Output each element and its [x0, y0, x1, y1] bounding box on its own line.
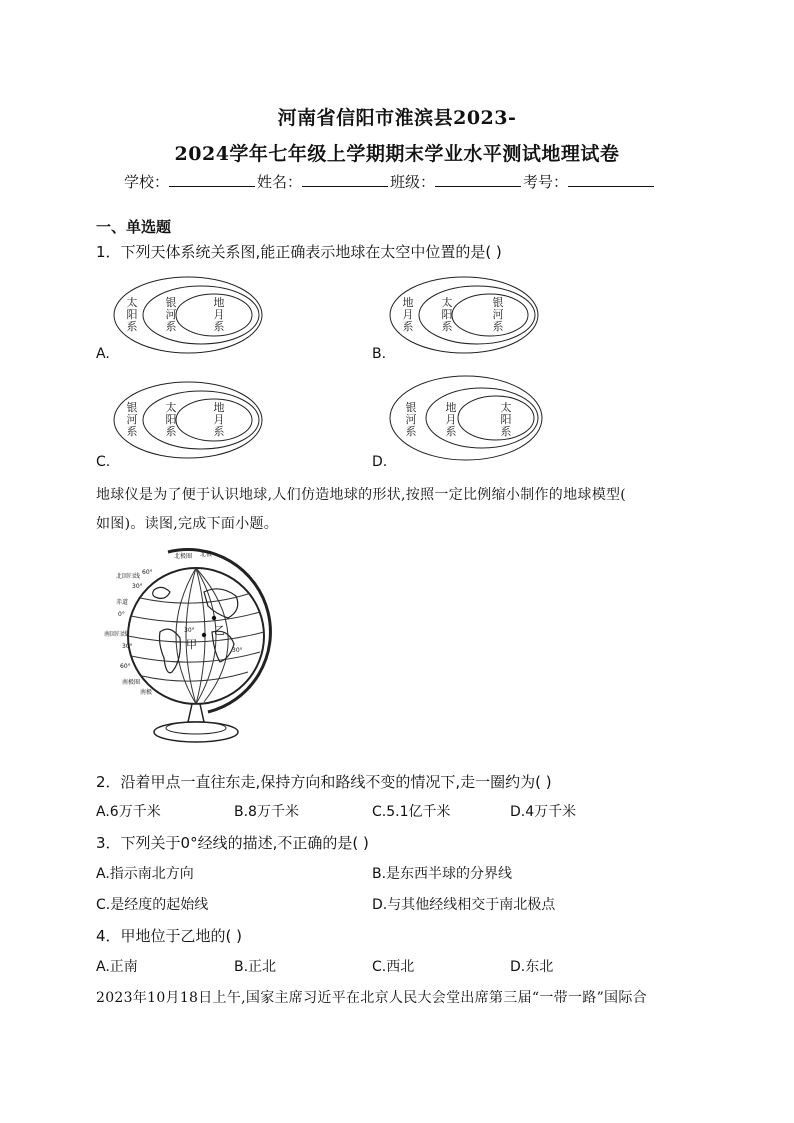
label-lat-30n: 30° — [132, 583, 143, 590]
page-title-line2: 2024学年七年级上学期期末学业水平测试地理试卷 — [174, 143, 620, 165]
question-3-option-a: A.指示南北方向 — [96, 866, 194, 882]
option-d-ring-label-3: 太 阳 系 — [500, 401, 512, 438]
globe-stand-base — [154, 722, 238, 742]
option-a-ring-label-3: 地 月 系 — [213, 296, 225, 333]
passage-1-line-2: 如图)。读图,完成下面小题。 — [96, 516, 279, 532]
question-3-option-b: B.是东西半球的分界线 — [372, 866, 513, 882]
globe-sphere — [128, 568, 264, 704]
label-tropic-capricorn: 南回归线 — [104, 631, 129, 638]
option-c-ring-label-1: 银 河 系 — [126, 401, 138, 438]
option-c-letter: C. — [96, 454, 111, 470]
label-north-pole: 北极 — [200, 551, 213, 558]
question-4-stem: 4．甲地位于乙地的( ) — [96, 927, 243, 945]
exam-number-blank — [568, 172, 654, 187]
question-4-option-a: A.正南 — [96, 959, 138, 975]
question-2-stem: 2．沿着甲点一直往东走,保持方向和路线不变的情况下,走一圈约为( ) — [96, 773, 552, 791]
globe-stand-neck — [188, 704, 204, 722]
class-blank — [435, 172, 521, 187]
passage-2-line-1: 2023年10月18日上午,国家主席习近平在北京人民大会堂出席第三届“一带一路”国际合 — [96, 990, 647, 1006]
point-b-dot — [212, 616, 216, 620]
label-lat-30s: 30° — [122, 643, 133, 650]
page-title-line1: 河南省信阳市淮滨县2023- — [277, 107, 517, 129]
label-lat-60n: 60° — [142, 569, 153, 576]
option-a-ring-label-1: 太 阳 系 — [126, 296, 138, 333]
question-3-option-c: C.是经度的起始线 — [96, 897, 209, 913]
option-d-ring-label-2: 地 月 系 — [445, 401, 457, 438]
question-2-option-b: B.8万千米 — [234, 804, 299, 820]
option-a-ring-label-2: 银 河 系 — [165, 296, 177, 333]
passage-1-line-1: 地球仪是为了便于认识地球,人们仿造地球的形状,按照一定比例缩小制作的地球模型( — [96, 487, 627, 503]
question-2-option-a: A.6万千米 — [96, 804, 161, 820]
label-lat-0: 0° — [118, 611, 125, 618]
option-c-ring-label-2: 太 阳 系 — [165, 401, 177, 438]
school-label: 学校： — [124, 173, 170, 191]
label-equator: 赤道 — [116, 599, 129, 606]
globe-figure — [96, 548, 276, 758]
school-blank — [169, 172, 255, 187]
option-d-ring-label-1: 银 河 系 — [405, 401, 417, 438]
question-4-option-d: D.东北 — [510, 959, 554, 975]
section-title: 一、单选题 — [96, 218, 172, 236]
label-north-pole-circle: 北极圈 — [174, 553, 193, 560]
option-b-letter: B. — [372, 346, 387, 362]
option-b-ring-label-2: 太 阳 系 — [441, 296, 453, 333]
label-tropic-cancer: 北回归线 — [116, 573, 141, 580]
option-d-letter: D. — [372, 454, 388, 470]
question-3-option-d: D.与其他经线相交于南北极点 — [372, 897, 556, 913]
option-b-ring-label-3: 银 河 系 — [492, 296, 504, 333]
option-b-ring-label-1: 地 月 系 — [402, 296, 414, 333]
student-info-row — [124, 171, 656, 192]
name-label: 姓名： — [257, 173, 303, 191]
question-1-stem: 1．下列天体系统关系图,能正确表示地球在太空中位置的是( ) — [96, 243, 502, 261]
label-south-pole: 南极 — [140, 689, 153, 696]
option-c-ring-label-3: 地 月 系 — [213, 401, 225, 438]
label-point-a: 甲 — [186, 638, 197, 651]
exam-number-label: 考号： — [523, 173, 569, 191]
option-a-letter: A. — [96, 346, 110, 362]
point-a-dot — [202, 633, 206, 637]
label-south-pole-circle: 南极圈 — [122, 679, 141, 686]
label-lon-30e: 30° — [232, 647, 243, 654]
question-2-option-d: D.4万千米 — [510, 804, 577, 820]
question-4-option-b: B.正北 — [234, 959, 277, 975]
question-2-option-c: C.5.1亿千米 — [372, 804, 451, 820]
question-3-stem: 3．下列关于0°经线的描述,不正确的是( ) — [96, 834, 369, 852]
label-lat-30-inner: 30° — [184, 627, 195, 634]
label-lat-60s: 60° — [120, 663, 131, 670]
label-point-b: 乙 — [214, 624, 225, 637]
name-blank — [302, 172, 388, 187]
question-4-option-c: C.西北 — [372, 959, 415, 975]
class-label: 班级： — [390, 173, 436, 191]
